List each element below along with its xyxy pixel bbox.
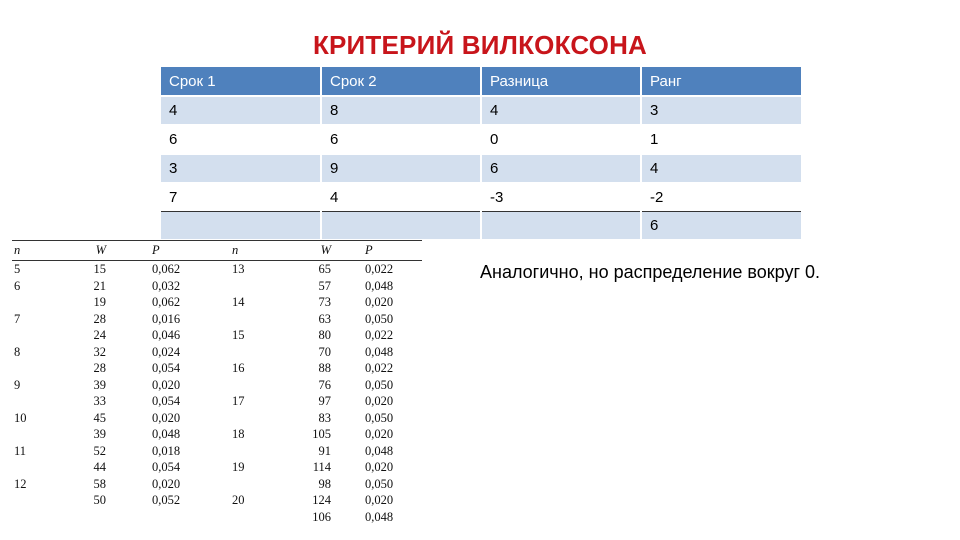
table-row (12, 311, 422, 328)
table-cell: 0,022 (365, 262, 394, 276)
ref-header-w: W (95, 243, 106, 257)
table-cell: 11 (14, 443, 27, 458)
table-cell: 12 (14, 476, 27, 491)
table-cell: 98 (318, 476, 331, 491)
table-cell: 0,054 (152, 394, 181, 408)
table-row (12, 459, 422, 476)
ref-header-p: P (365, 243, 373, 257)
table-row (12, 278, 422, 295)
table-row (12, 261, 422, 278)
table-cell: 0,050 (365, 377, 394, 392)
table-cell: 0,020 (365, 394, 394, 408)
table-cell: 0,020 (365, 493, 394, 507)
table-cell: 9 (14, 377, 21, 392)
table-cell (161, 212, 321, 240)
table-row (12, 410, 422, 427)
table-row (161, 183, 801, 212)
table-cell: 39 (93, 427, 106, 441)
table-cell: 3 (641, 96, 801, 125)
table-cell: 0,022 (365, 328, 394, 342)
table-cell: 58 (93, 476, 106, 491)
table-cell: 83 (318, 410, 331, 425)
header-cell-difference: Разница (481, 67, 641, 96)
table-total-row (161, 212, 801, 240)
table-cell: 1 (641, 125, 801, 154)
table-cell: 80 (318, 328, 331, 342)
table-cell: 0,020 (365, 295, 394, 309)
table-row (12, 476, 422, 493)
table-cell: 0,020 (152, 476, 181, 491)
table-cell: 0,050 (365, 476, 394, 491)
table-row (161, 125, 801, 154)
table-row (12, 360, 422, 377)
table-cell: 0,022 (365, 361, 394, 375)
header-cell-term2: Срок 2 (321, 67, 481, 96)
header-cell-term1: Срок 1 (161, 67, 321, 96)
table-cell: 0 (481, 125, 641, 154)
table-row (12, 426, 422, 443)
table-cell: 0,048 (365, 344, 394, 359)
reference-table-body (12, 261, 422, 525)
table-cell: 15 (232, 328, 245, 342)
table-cell: 7 (14, 311, 21, 326)
table-cell: 6 (481, 154, 641, 183)
table-cell: 0,020 (365, 460, 394, 474)
table-cell: 14 (232, 295, 245, 309)
slide-title: КРИТЕРИЙ ВИЛКОКСОНА (312, 30, 648, 60)
table-cell: 0,020 (365, 427, 394, 441)
table-cell: 73 (318, 295, 331, 309)
table-cell: 91 (318, 443, 331, 458)
table-cell: 0,046 (152, 328, 181, 342)
table-row (12, 294, 422, 311)
table-row (12, 492, 422, 509)
table-cell: 106 (312, 509, 331, 524)
table-cell: 3 (161, 154, 321, 183)
table-cell: 0,032 (152, 278, 181, 293)
table-cell: 44 (93, 460, 106, 474)
table-row (161, 96, 801, 125)
table-cell: 0,048 (365, 509, 394, 524)
table-cell: 17 (232, 394, 245, 408)
table-cell: 8 (321, 96, 481, 125)
table-header-row (161, 67, 801, 96)
table-cell: 18 (232, 427, 245, 441)
wilcoxon-critical-values-table (12, 240, 422, 525)
rank-sum-cell: 6 (641, 212, 801, 240)
ref-header-p: P (152, 243, 160, 257)
table-cell: 6 (161, 125, 321, 154)
table-cell (481, 212, 641, 240)
table-cell: 0,020 (152, 410, 181, 425)
table-cell: 32 (93, 344, 106, 359)
table-row (12, 327, 422, 344)
table-cell: 76 (318, 377, 331, 392)
header-cell-rank: Ранг (641, 67, 801, 96)
table-cell: 57 (318, 278, 331, 293)
table-cell: 6 (321, 125, 481, 154)
table-cell: 5 (14, 262, 21, 276)
table-cell: 0,018 (152, 443, 181, 458)
table-cell: 65 (318, 262, 331, 276)
reference-table-header (12, 240, 422, 261)
table-row (12, 509, 422, 526)
table-cell: 4 (321, 183, 481, 212)
table-cell: 50 (93, 493, 106, 507)
table-cell: 21 (93, 278, 106, 293)
table-row (12, 393, 422, 410)
table-cell: 6 (14, 278, 21, 293)
table-cell: 0,052 (152, 493, 181, 507)
table-cell: 24 (93, 328, 106, 342)
ref-header-n: n (232, 243, 239, 257)
table-cell: 9 (321, 154, 481, 183)
table-cell: 33 (93, 394, 106, 408)
table-cell: 28 (93, 361, 106, 375)
wilcoxon-data-table (161, 67, 801, 239)
table-cell: 20 (232, 493, 245, 507)
table-cell: 4 (481, 96, 641, 125)
table-cell: 8 (14, 344, 21, 359)
table-cell: 19 (93, 295, 106, 309)
table-row (12, 443, 422, 460)
table-cell: 7 (161, 183, 321, 212)
ref-header-n: n (14, 243, 21, 257)
table-cell: 0,020 (152, 377, 181, 392)
table-cell: 13 (232, 262, 245, 276)
table-cell: -3 (481, 183, 641, 212)
table-cell: 19 (232, 460, 245, 474)
table-cell: 97 (318, 394, 331, 408)
table-cell: 52 (93, 443, 106, 458)
note-text: Аналогично, но распределение вокруг 0. (480, 262, 821, 282)
table-cell: 10 (14, 410, 27, 425)
table-row (12, 377, 422, 394)
table-cell: 0,048 (152, 427, 181, 441)
table-cell: 0,016 (152, 311, 181, 326)
table-cell: 0,024 (152, 344, 181, 359)
table-row (161, 154, 801, 183)
table-row (12, 344, 422, 361)
table-cell: 114 (312, 460, 331, 474)
table-cell: 88 (318, 361, 331, 375)
table-cell: 0,048 (365, 278, 394, 293)
table-cell: 124 (312, 493, 331, 507)
table-cell: 45 (93, 410, 106, 425)
table-cell: 63 (318, 311, 331, 326)
table-cell: 16 (232, 361, 245, 375)
table-cell: 0,062 (152, 295, 181, 309)
table-cell: 39 (93, 377, 106, 392)
table-cell: 0,062 (152, 262, 181, 276)
table-cell: 0,050 (365, 311, 394, 326)
table-cell: 0,054 (152, 361, 181, 375)
table-cell: 70 (318, 344, 331, 359)
table-cell: 105 (312, 427, 331, 441)
table-cell: 15 (93, 262, 106, 276)
table-cell: -2 (641, 183, 801, 212)
ref-header-w: W (320, 243, 331, 257)
table-cell: 0,048 (365, 443, 394, 458)
table-cell (321, 212, 481, 240)
table-cell: 28 (93, 311, 106, 326)
table-cell: 4 (161, 96, 321, 125)
table-cell: 0,054 (152, 460, 181, 474)
table-cell: 0,050 (365, 410, 394, 425)
table-cell: 4 (641, 154, 801, 183)
